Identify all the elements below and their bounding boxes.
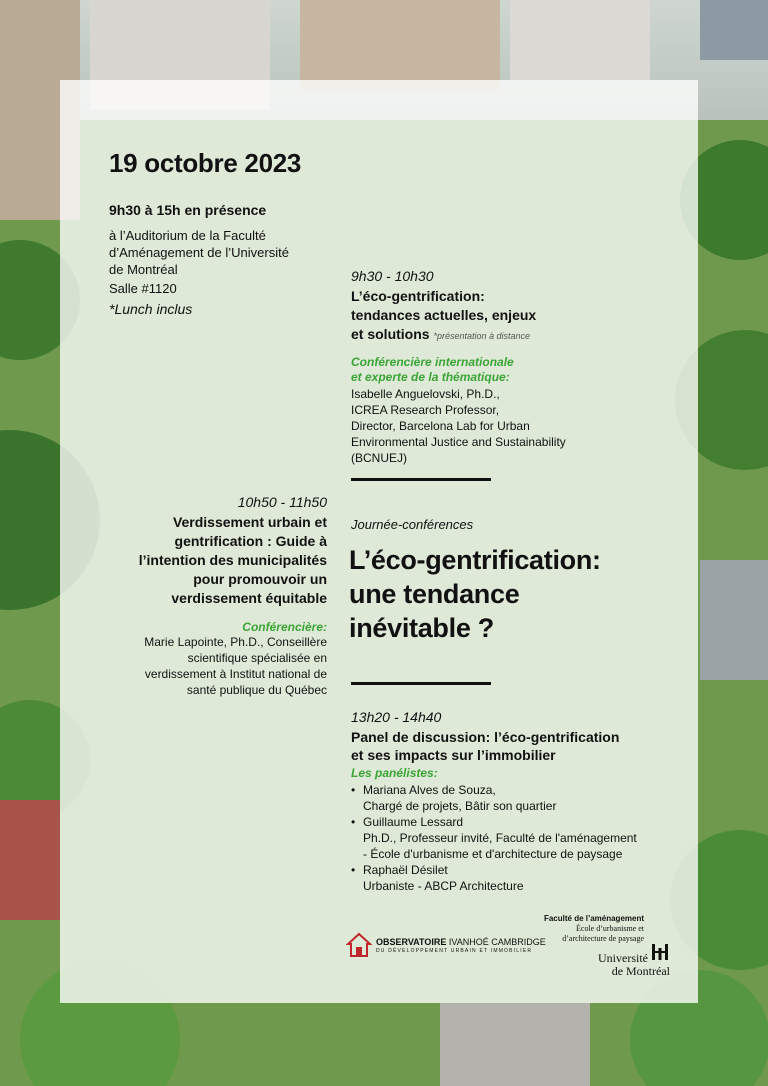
udem-line: de Montréal xyxy=(611,964,670,978)
panelist-role: - École d'urbanisme et d'architecture de paysage xyxy=(363,847,623,861)
session1-speaker-role xyxy=(351,355,514,385)
session2-speaker-line: verdissement à Institut national de xyxy=(144,667,327,681)
faculte-logo xyxy=(520,914,644,944)
session2-speaker-line: scientifique spécialisée en xyxy=(187,651,327,665)
session1-title-line: L’éco-gentrification: xyxy=(351,288,485,304)
session2-time: 10h50 - 11h50 xyxy=(237,494,327,510)
venue-line: à l’Auditorium de la Faculté xyxy=(109,228,266,243)
panelist-role: Urbaniste - ABCP Architecture xyxy=(363,879,524,893)
panelist-role: Chargé de projets, Bâtir son quartier xyxy=(363,799,557,813)
venue-line: d’Aménagement de l’Université xyxy=(109,245,289,260)
panelist-name: • Guillaume Lessard xyxy=(363,815,464,829)
event-date: 19 octobre 2023 xyxy=(109,148,302,178)
session1-speaker-line: Director, Barcelona Lab for Urban xyxy=(351,419,530,433)
session2-speaker-line: santé publique du Québec xyxy=(186,683,327,697)
venue-address xyxy=(109,227,289,297)
panelists-list xyxy=(351,782,671,894)
observatoire-subtitle: DU DÉVELOPPEMENT URBAIN ET IMMOBILIER xyxy=(376,947,533,954)
panelists-label: Les panélistes: xyxy=(351,766,438,780)
divider xyxy=(351,478,491,481)
venue-room: Salle #1120 xyxy=(109,281,177,296)
session1-speaker-line: (BCNUEJ) xyxy=(351,451,407,465)
session2-title-line: gentrification : Guide à xyxy=(174,533,327,549)
event-title-line: une tendance xyxy=(349,579,520,609)
session1-title-line: tendances actuelles, enjeux xyxy=(351,307,537,323)
event-kicker: Journée-conférences xyxy=(351,517,474,532)
session3-time: 13h20 - 14h40 xyxy=(351,709,442,725)
session1-speaker xyxy=(351,386,566,466)
session1-speaker-line: Isabelle Anguelovski, Ph.D., xyxy=(351,387,500,401)
presence-time: 9h30 à 15h en présence xyxy=(109,202,267,218)
session1-time: 9h30 - 10h30 xyxy=(351,268,434,284)
session2-title-line: verdissement équitable xyxy=(171,590,327,606)
list-item xyxy=(351,814,671,862)
panelist-name: • Raphaël Désilet xyxy=(363,863,448,877)
venue-line: de Montréal xyxy=(109,262,178,277)
observatoire-logo xyxy=(346,932,546,958)
ecole-line: École d’urbanisme et xyxy=(576,924,644,933)
house-logo-icon xyxy=(346,932,372,958)
session1-speaker-line: ICREA Research Professor, xyxy=(351,403,500,417)
lunch-note: *Lunch inclus xyxy=(109,301,193,317)
session1-title xyxy=(351,287,536,346)
panelist-role: Ph.D., Professeur invité, Faculté de l'aménagement xyxy=(363,831,637,845)
event-title xyxy=(349,543,601,645)
session1-title-line xyxy=(351,325,536,346)
session1-role-line: Conférencière internationale xyxy=(351,355,514,369)
divider xyxy=(351,682,491,685)
session3-title xyxy=(351,728,619,764)
session2-speaker-role: Conférencière: xyxy=(242,620,327,634)
session2-speaker-line: Marie Lapointe, Ph.D., Conseillère xyxy=(144,635,327,649)
event-title-line: L’éco-gentrification: xyxy=(349,545,601,575)
session2-title-line: pour promouvoir un xyxy=(193,571,327,587)
session3-title-line: Panel de discussion: l’éco-gentrification xyxy=(351,729,620,745)
udem-shield-icon xyxy=(650,942,670,962)
ecole-line: d’architecture de paysage xyxy=(562,934,644,943)
session1-remote-note: *présentation à distance xyxy=(433,331,531,341)
list-item xyxy=(351,862,671,894)
event-title-line: inévitable ? xyxy=(349,613,494,643)
observatoire-name-rest: IVANHOÉ CAMBRIDGE xyxy=(446,936,546,947)
session1-title-last: et solutions xyxy=(351,326,430,342)
observatoire-name: OBSERVATOIRE xyxy=(376,936,447,947)
panelist-name: • Mariana Alves de Souza, xyxy=(363,783,496,797)
session1-speaker-line: Environmental Justice and Sustainability xyxy=(351,435,566,449)
session2-speaker xyxy=(109,634,327,698)
session2-title-line: l’intention des municipalités xyxy=(138,552,327,568)
session3-title-line: et ses impacts sur l’immobilier xyxy=(351,747,556,763)
session2-title xyxy=(109,513,327,608)
faculte-name: Faculté de l’aménagement xyxy=(543,914,644,923)
list-item xyxy=(351,782,671,814)
session2-title-line: Verdissement urbain et xyxy=(172,514,327,530)
session1-role-line: et experte de la thématique: xyxy=(351,370,510,384)
udem-line: Université xyxy=(598,951,648,965)
